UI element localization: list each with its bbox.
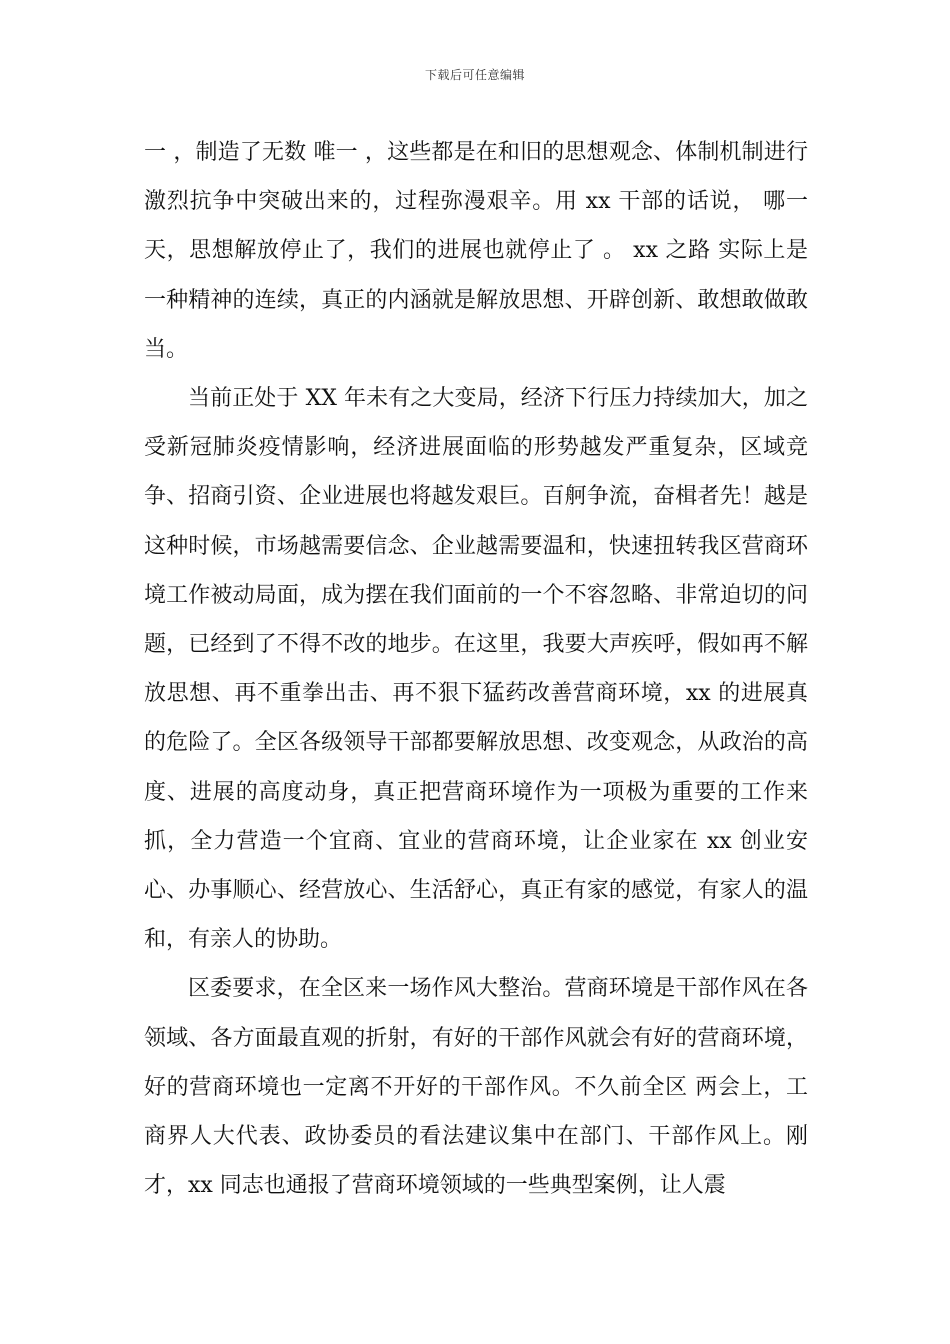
page-header-note: 下载后可任意编辑: [424, 68, 525, 82]
paragraph-3: 区委要求，在全区来一场作风大整治。营商环境是干部作风在各领域、各方面最直观的折射，有好的干部作风就会有好的营商环境，好的营商环境也一定离不开好的干部作风。不久前全区 两会上，工商界人大代表、政协委员的看法建议集中在部门、干部作风上。刚才，xx 同志也通报了营商环境领域的一些典型案例，让人震: [144, 976, 808, 1199]
paragraph-2: 当前正处于 XX 年未有之大变局，经济下行压力持续加大，加之受新冠肺炎疫情影响，经济进展面临的形势越发严重复杂，区域竞争、招商引资、企业进展也将越发艰巨。百舸争流，奋楫者先！越是这种时候，市场越需要信念、企业越需要温和，快速扭转我区营商环境工作被动局面，成为摆在我们面前的一个不容忽略、非常迫切的问题，已经到了不得不改的地步。在这里，我要大声疾呼，假如再不解放思想、再不重拳出击、再不狠下猛药改善营商环境，xx 的进展真的危险了。全区各级领导干部都要解放思想、改变观念，从政治的高度、进展的高度动身，真正把营商环境作为一项极为重要的工作来抓，全力营造一个宜商、宜业的营商环境，让企业家在 xx 创业安心、办事顺心、经营放心、生活舒心，真正有家的感觉，有家人的温和，有亲人的协助。: [144, 386, 808, 953]
document-body: [144, 128, 808, 1210]
paragraph-1: 一 ，制造了无数 唯一 ，这些都是在和旧的思想观念、体制机制进行激烈抗争中突破出来的，过程弥漫艰辛。用 xx 干部的话说， 哪一天，思想解放停止了，我们的进展也就停止了 。 xx 之路 实际上是一种精神的连续，真正的内涵就是解放思想、开辟创新、敢想敢做敢当。: [144, 140, 808, 362]
